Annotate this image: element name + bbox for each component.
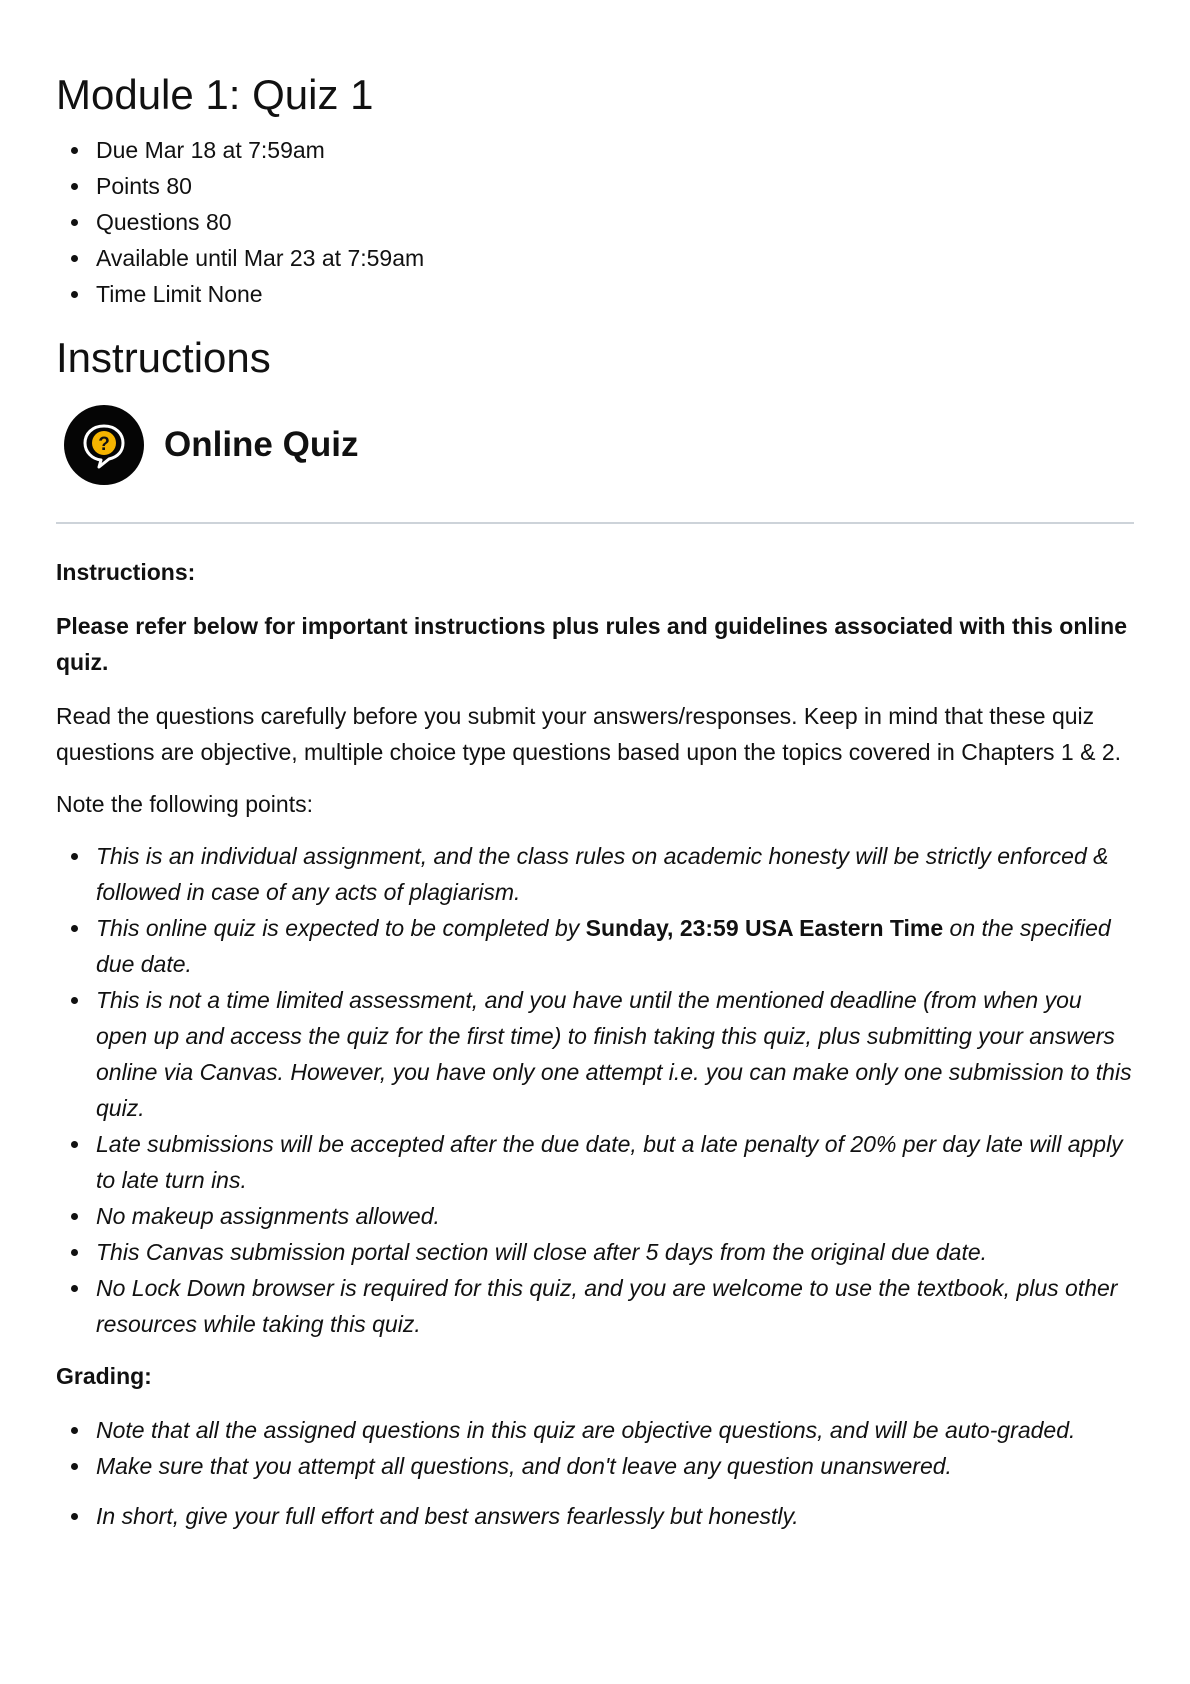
rule-item <box>96 910 1134 982</box>
rules-list <box>56 838 1134 1342</box>
note-label: Note the following points: <box>56 791 313 817</box>
question-speech-bubble-icon <box>64 405 144 485</box>
available-until: Available until Mar 23 at 7:59am <box>96 240 1134 276</box>
intro-bold-text: Please refer below for important instructions plus rules and guidelines associated with this online quiz. <box>56 613 1127 675</box>
intro-text: Read the questions carefully before you submit your answers/responses. Keep in mind that these quiz questions are objective, multiple choice type questions based upon the topics covered in Chapters 1 & 2. <box>56 703 1122 765</box>
rule-item: This Canvas submission portal section will close after 5 days from the original due date. <box>96 1234 1134 1270</box>
grading-label: Grading: <box>56 1363 152 1389</box>
online-quiz-label: Online Quiz <box>164 425 359 464</box>
due-date: Due Mar 18 at 7:59am <box>96 132 1134 168</box>
rule-item: No Lock Down browser is required for this quiz, and you are welcome to use the textbook, plus other resources while taking this quiz. <box>96 1270 1134 1342</box>
rule-item-text: on the specified due date. <box>96 915 1111 977</box>
grading-item: Make sure that you attempt all questions, and don't leave any question unanswered. <box>96 1448 1134 1484</box>
deadline-emphasis: Sunday, 23:59 USA Eastern Time <box>585 915 944 941</box>
instructions-label: Instructions: <box>56 559 196 585</box>
rule-item-text: This online quiz is expected to be completed by <box>96 915 586 941</box>
divider <box>56 522 1134 524</box>
closing-item: In short, give your full effort and best answers fearlessly but honestly. <box>96 1498 1134 1534</box>
rule-item: No makeup assignments allowed. <box>96 1198 1134 1234</box>
online-quiz-banner <box>64 404 1134 486</box>
grading-item: Note that all the assigned questions in this quiz are objective questions, and will be auto-graded. <box>96 1412 1134 1448</box>
quiz-details-list <box>56 132 1134 312</box>
rule-item: This is an individual assignment, and the class rules on academic honesty will be strictly enforced & followed in case of any acts of plagiarism. <box>96 838 1134 910</box>
page-title: Module 1: Quiz 1 <box>56 71 374 118</box>
rule-item: This is not a time limited assessment, and you have until the mentioned deadline (from when you open up and access the quiz for the first time) to finish taking this quiz, plus submitting your answers online via Canvas. However, you have only one attempt i.e. you can make only one submission to this quiz. <box>96 982 1134 1126</box>
time-limit: Time Limit None <box>96 276 1134 312</box>
points: Points 80 <box>96 168 1134 204</box>
rule-item: Late submissions will be accepted after the due date, but a late penalty of 20% per day late will apply to late turn ins. <box>96 1126 1134 1198</box>
questions-count: Questions 80 <box>96 204 1134 240</box>
svg-text:?: ? <box>98 434 110 455</box>
grading-list <box>56 1412 1134 1484</box>
instructions-heading: Instructions <box>56 334 271 381</box>
closing-list <box>56 1498 1134 1534</box>
